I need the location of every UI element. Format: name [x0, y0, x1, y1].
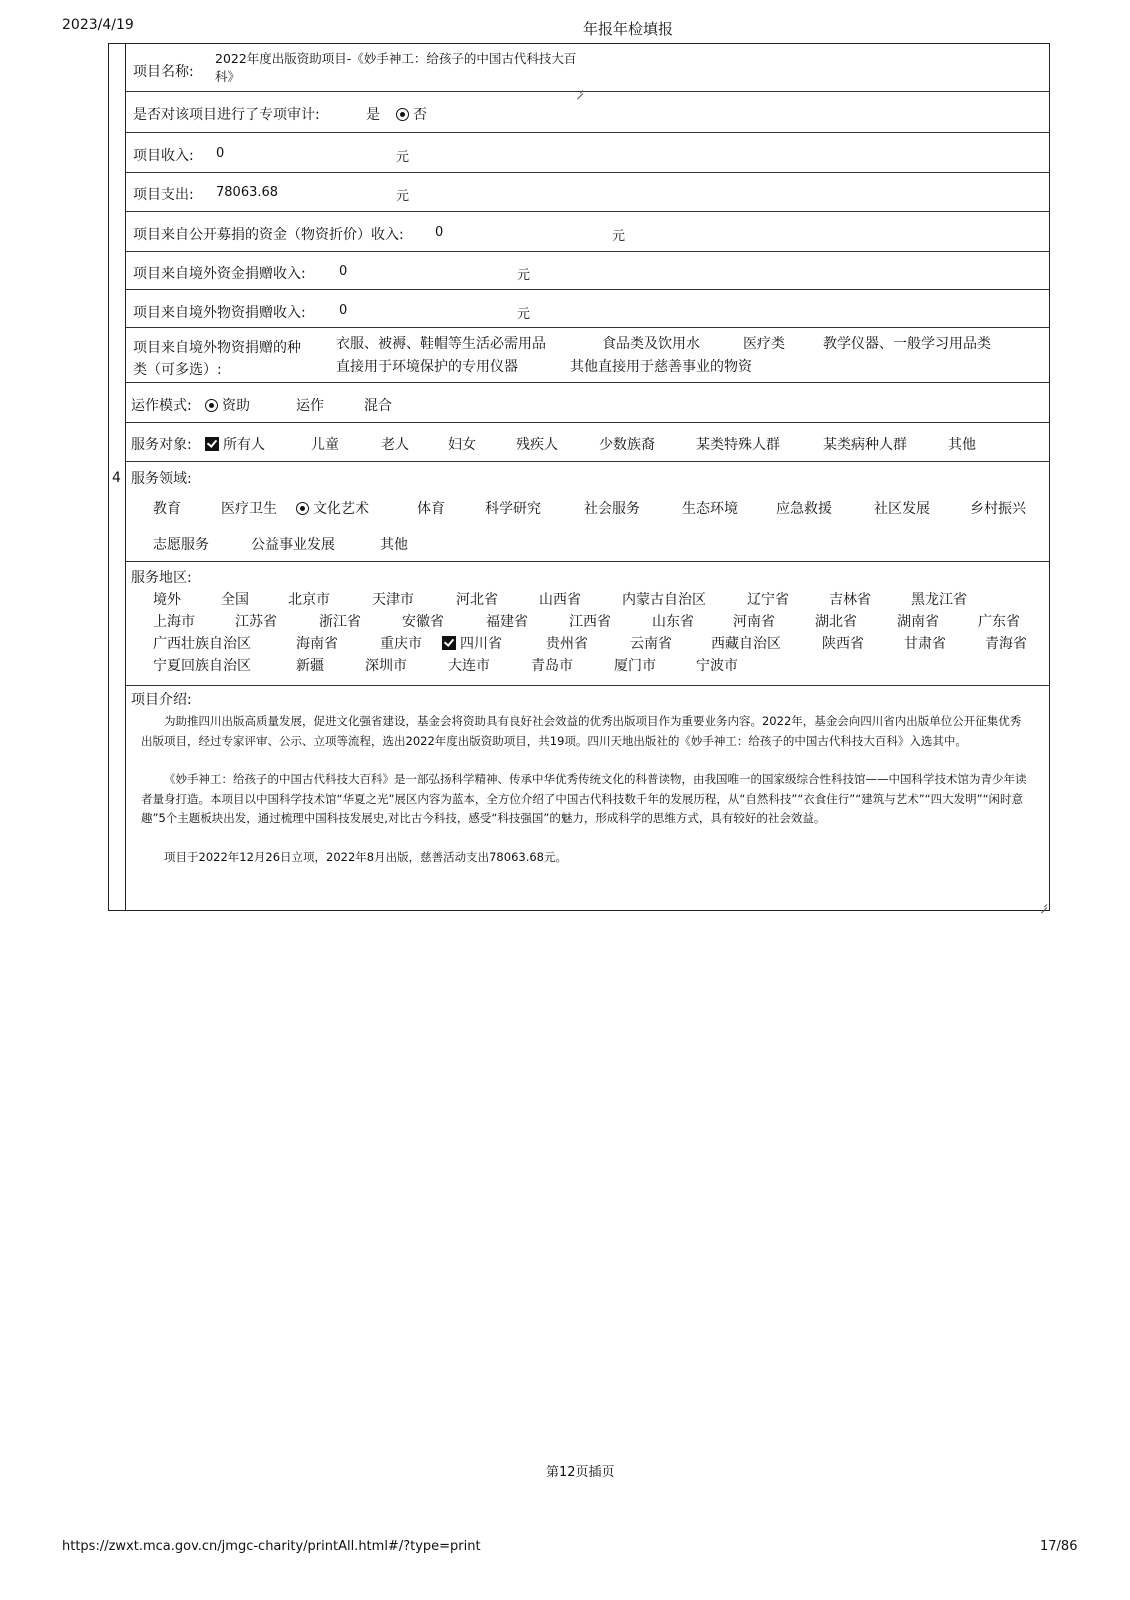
- audit-row: [126, 92, 1049, 133]
- region-dalian[interactable]: 大连市: [448, 658, 490, 674]
- region-shanghai[interactable]: 上海市: [153, 614, 195, 630]
- region-hebei[interactable]: 河北省: [456, 592, 498, 608]
- region-guizhou[interactable]: 贵州省: [546, 636, 588, 652]
- intro-textarea[interactable]: [126, 710, 1049, 910]
- goods-type-other-charity-goods[interactable]: 其他直接用于慈善事业的物资: [570, 359, 752, 375]
- expense-label: 项目支出:: [133, 187, 194, 203]
- project-name-field[interactable]: [215, 50, 585, 88]
- service-target-disease-groups[interactable]: 某类病种人群: [823, 437, 907, 453]
- region-tianjin[interactable]: 天津市: [372, 592, 414, 608]
- income-input[interactable]: 0: [216, 146, 225, 161]
- intro-paragraph: 为助推四川出版高质量发展，促进文化强省建设，基金会将资助具有良好社会效益的优秀出版项目作为重要业务内容。2022年，基金会向四川省内出版单位公开征集优秀出版项目，经过专家评审、公示、立项等流程，选出2022年度出版资助项目，共19项。四川天地出版社的《妙手神工：给孩子的中国古代科技大百科》入选其中。: [141, 714, 1022, 748]
- intro-label: 项目介绍:: [131, 692, 192, 708]
- region-jilin[interactable]: 吉林省: [829, 592, 871, 608]
- radio-selected-icon: [205, 399, 218, 412]
- operation-mode-option-funding[interactable]: [205, 395, 250, 415]
- overseas-goods-input[interactable]: 0: [339, 303, 348, 318]
- goods-type-food-water[interactable]: 食品类及饮用水: [602, 336, 700, 352]
- region-zhejiang[interactable]: 浙江省: [319, 614, 361, 630]
- print-url: https://zwxt.mca.gov.cn/jmgc-charity/printAll.html#/?type=print: [62, 1539, 481, 1554]
- row-number-column: [109, 44, 126, 910]
- radio-selected-icon: [296, 502, 309, 515]
- expense-unit: 元: [396, 189, 410, 204]
- checkbox-checked-icon: [205, 437, 219, 451]
- intro-paragraph: 项目于2022年12月26日立项，2022年8月出版，慈善活动支出78063.68元。: [164, 850, 567, 864]
- region-hainan[interactable]: 海南省: [296, 636, 338, 652]
- overseas-goods-label: 项目来自境外物资捐赠收入:: [133, 305, 306, 321]
- public-fundraising-unit: 元: [612, 229, 626, 244]
- service-field-rural-revitalization[interactable]: 乡村振兴: [970, 501, 1026, 517]
- service-field-ecology[interactable]: 生态环境: [682, 501, 738, 517]
- operation-mode-option-operation[interactable]: 运作: [296, 398, 324, 414]
- service-target-children[interactable]: 儿童: [311, 437, 339, 453]
- overseas-goods-unit: 元: [517, 307, 531, 322]
- overseas-funds-label: 项目来自境外资金捐赠收入:: [133, 266, 306, 282]
- region-sichuan[interactable]: [442, 633, 502, 653]
- annual-report-form: [108, 43, 1050, 911]
- service-target-women[interactable]: 妇女: [448, 437, 476, 453]
- public-fundraising-input[interactable]: 0: [435, 225, 444, 240]
- expense-input[interactable]: 78063.68: [216, 185, 279, 200]
- print-date: 2023/4/19: [62, 17, 134, 33]
- service-target-everyone[interactable]: [205, 434, 265, 454]
- region-inner-mongolia[interactable]: 内蒙古自治区: [622, 592, 706, 608]
- project-name-value: 2022年度出版资助项目-《妙手神工：给孩子的中国古代科技大百科》: [215, 51, 577, 84]
- income-unit: 元: [396, 150, 410, 165]
- region-gansu[interactable]: 甘肃省: [904, 636, 946, 652]
- print-title: 年报年检填报: [583, 20, 674, 38]
- service-field-education[interactable]: 教育: [153, 501, 181, 517]
- goods-type-environmental-instruments[interactable]: 直接用于环境保护的专用仪器: [336, 359, 518, 375]
- overseas-funds-row: [126, 252, 1049, 290]
- region-shaanxi[interactable]: 陕西省: [822, 636, 864, 652]
- goods-types-label-line2: 类（可多选）:: [133, 362, 222, 378]
- region-tibet[interactable]: 西藏自治区: [711, 636, 781, 652]
- region-heilongjiang[interactable]: 黑龙江省: [911, 592, 967, 608]
- project-name-label: 项目名称:: [133, 64, 194, 80]
- region-hunan[interactable]: 湖南省: [897, 614, 939, 630]
- goods-type-medical[interactable]: 医疗类: [743, 336, 785, 352]
- region-yunnan[interactable]: 云南省: [630, 636, 672, 652]
- radio-selected-icon: [396, 108, 409, 121]
- service-field-culture-arts-label: 文化艺术: [313, 501, 369, 517]
- overseas-funds-unit: 元: [517, 268, 531, 283]
- audit-label: 是否对该项目进行了专项审计:: [133, 107, 320, 123]
- service-field-volunteer[interactable]: 志愿服务: [153, 537, 209, 553]
- row-number: 4: [112, 470, 121, 486]
- service-fields-label: 服务领域:: [131, 471, 192, 487]
- service-target-everyone-label: 所有人: [223, 437, 265, 453]
- service-field-sports[interactable]: 体育: [417, 501, 445, 517]
- overseas-goods-row: [126, 290, 1049, 328]
- service-regions-row: [126, 562, 1049, 686]
- region-overseas[interactable]: 境外: [153, 592, 181, 608]
- income-row: [126, 133, 1049, 173]
- page-label: 第12页插页: [546, 1465, 615, 1480]
- operation-mode-label: 运作模式:: [131, 398, 192, 414]
- service-target-elderly[interactable]: 老人: [381, 437, 409, 453]
- public-fundraising-row: [126, 212, 1049, 252]
- region-beijing[interactable]: 北京市: [288, 592, 330, 608]
- operation-mode-row: [126, 383, 1049, 423]
- textarea-resize-handle[interactable]: [1037, 898, 1047, 908]
- region-guangxi[interactable]: 广西壮族自治区: [153, 636, 251, 652]
- public-fundraising-label: 项目来自公开募捐的资金（物资折价）收入:: [133, 227, 404, 243]
- region-sichuan-label: 四川省: [460, 636, 502, 652]
- intro-paragraph: 《妙手神工：给孩子的中国古代科技大百科》是一部弘扬科学精神、传承中华优秀传统文化的科普读物，由我国唯一的国家级综合性科技馆——中国科学技术馆为青少年读者量身打造。本项目以中国科学技术馆“华夏之光”展区内容为蓝本，全方位介绍了中国古代科技数千年的发展历程，从“自然科技”“衣食住行”“建筑与艺术”“四大发明”“闲时意趣”5个主题板块出发，通过梳理中国科技发展史,对比古今科技，感受“科技强国”的魅力，形成科学的思维方式，具有较好的社会效益。: [141, 772, 1027, 825]
- service-field-scientific-research[interactable]: 科学研究: [485, 501, 541, 517]
- region-shandong[interactable]: 山东省: [652, 614, 694, 630]
- service-targets-label: 服务对象:: [131, 437, 192, 453]
- region-ningbo[interactable]: 宁波市: [696, 658, 738, 674]
- region-anhui[interactable]: 安徽省: [402, 614, 444, 630]
- region-shenzhen[interactable]: 深圳市: [365, 658, 407, 674]
- intro-row: [126, 686, 1049, 910]
- region-hubei[interactable]: 湖北省: [815, 614, 857, 630]
- region-qingdao[interactable]: 青岛市: [531, 658, 573, 674]
- service-target-other[interactable]: 其他: [948, 437, 976, 453]
- operation-mode-funding-label: 资助: [222, 398, 250, 414]
- region-jiangsu[interactable]: 江苏省: [235, 614, 277, 630]
- service-field-culture-arts[interactable]: [296, 498, 369, 518]
- goods-type-teaching-supplies[interactable]: 教学仪器、一般学习用品类: [823, 336, 991, 352]
- project-name-row: [126, 44, 1049, 92]
- income-label: 项目收入:: [133, 148, 194, 164]
- service-target-disabled[interactable]: 残疾人: [516, 437, 558, 453]
- region-national[interactable]: 全国: [221, 592, 249, 608]
- service-field-community[interactable]: 社区发展: [874, 501, 930, 517]
- service-field-social-services[interactable]: 社会服务: [584, 501, 640, 517]
- region-henan[interactable]: 河南省: [733, 614, 775, 630]
- audit-option-no[interactable]: [396, 104, 427, 124]
- checkbox-checked-icon: [442, 636, 456, 650]
- overseas-funds-input[interactable]: 0: [339, 264, 348, 279]
- region-jiangxi[interactable]: 江西省: [569, 614, 611, 630]
- region-chongqing[interactable]: 重庆市: [380, 636, 422, 652]
- region-guangdong[interactable]: 广东省: [978, 614, 1020, 630]
- service-field-public-welfare[interactable]: 公益事业发展: [251, 537, 335, 553]
- service-fields-row: [126, 462, 1049, 562]
- service-field-healthcare[interactable]: 医疗卫生: [221, 501, 277, 517]
- region-xinjiang[interactable]: 新疆: [296, 658, 324, 674]
- audit-no-label: 否: [413, 107, 427, 123]
- region-fujian[interactable]: 福建省: [486, 614, 528, 630]
- region-ningxia[interactable]: 宁夏回族自治区: [153, 658, 251, 674]
- service-field-emergency-rescue[interactable]: 应急救援: [776, 501, 832, 517]
- operation-mode-option-mixed[interactable]: 混合: [364, 398, 392, 414]
- region-liaoning[interactable]: 辽宁省: [747, 592, 789, 608]
- goods-type-daily-necessities[interactable]: 衣服、被褥、鞋帽等生活必需用品: [336, 336, 546, 352]
- goods-types-row: [126, 328, 1049, 383]
- service-regions-label: 服务地区:: [131, 570, 192, 586]
- audit-yes-label: 是: [366, 107, 380, 123]
- expense-row: [126, 173, 1049, 212]
- audit-option-yes[interactable]: [366, 104, 380, 124]
- service-target-ethnic-minorities[interactable]: 少数族裔: [599, 437, 655, 453]
- region-shanxi[interactable]: 山西省: [539, 592, 581, 608]
- page-of: 17/86: [1040, 1539, 1078, 1554]
- region-qinghai[interactable]: 青海省: [985, 636, 1027, 652]
- service-field-other[interactable]: 其他: [380, 537, 408, 553]
- service-target-special-groups[interactable]: 某类特殊人群: [696, 437, 780, 453]
- region-xiamen[interactable]: 厦门市: [614, 658, 656, 674]
- goods-types-label-line1: 项目来自境外物资捐赠的种: [133, 340, 301, 356]
- service-targets-row: [126, 423, 1049, 462]
